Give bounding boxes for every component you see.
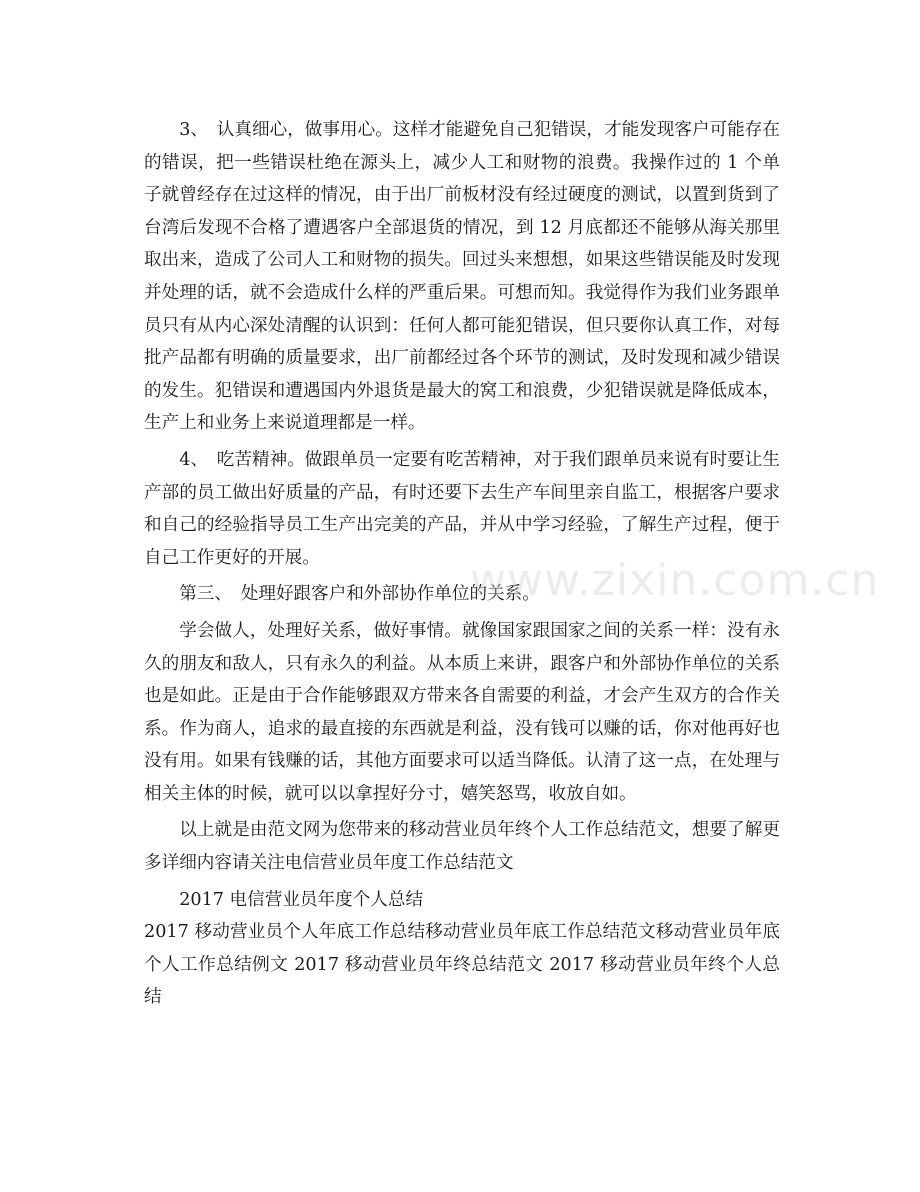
document-body — [144, 114, 780, 1014]
related-title: 2017 电信营业员年度个人总结 — [179, 889, 424, 910]
watermark: www.zixin.com.cn — [470, 555, 880, 606]
paragraph-relationships: 学会做人，处理好关系，做好事情。就像国家跟国家之间的关系一样：没有永久的朋友和敌人，只有永久的利益。从本质上来讲，跟客户和外部协作单位的关系也是如此。正是由于合作能够跟双方带来各自需要的利益，才会产生双方的合作关系。作为商人，追求的最直接的东西就是利益，没有钱可以赚的话，你对他再好也没有用。如果有钱赚的话，其他方面要求可以适当降低。认清了这一点，在处理与相关主体的时候，就可以以拿捏好分寸，嬉笑怒骂，收放自如。 — [144, 620, 780, 804]
paragraph-point-3: 3、 认真细心，做事用心。这样才能避免自己犯错误，才能发现客户可能存在的错误，把一些错误杜绝在源头上，减少人工和财物的浪费。我操作过的 1 个单子就曾经存在过这样的情况，由于出厂前板材没有经过硬度的测试，以置到货到了台湾后发现不合格了遭遇客户全部退货的情况，到 12 月底都还不能够从海关那里取出来，造成了公司人工和财物的损失。回过头来想想，如果这些错误能及时发现并处理的话，就不会造成什么样的严重后果。可想而知。我觉得作为我们业务跟单员只有从内心深处清醒的认识到：任何人都可能犯错误，但只要你认真工作，对每批产品都有明确的质量要求，出厂前都经过各个环节的测试，及时发现和减少错误的发生。犯错误和遭遇国内外退货是最大的窝工和浪费，少犯错误就是降低成本，生产上和业务上来说道理都是一样。 — [144, 120, 780, 434]
section-heading-third: 第三、 处理好跟客户和外部协作单位的关系。 — [179, 584, 540, 605]
paragraph-point-4: 4、 吃苦精神。做跟单员一定要有吃苦精神，对于我们跟单员来说有时要让生产部的员工做出好质量的产品，有时还要下去生产车间里亲自监工，根据客户要求和自己的经验指导员工生产出完美的产品，并从中学习经验，了解生产过程，便于自己工作更好的开展。 — [144, 449, 780, 568]
paragraph-closing: 以上就是由范文网为您带来的移动营业员年终个人工作总结范文，想要了解更多详细内容请关注电信营业员年度工作总结范文 — [144, 820, 780, 874]
related-links: 2017 移动营业员个人年底工作总结移动营业员年底工作总结范文移动营业员年底个人工作总结例文 2017 移动营业员年终总结范文 2017 移动营业员年终个人总结 — [144, 922, 780, 1008]
